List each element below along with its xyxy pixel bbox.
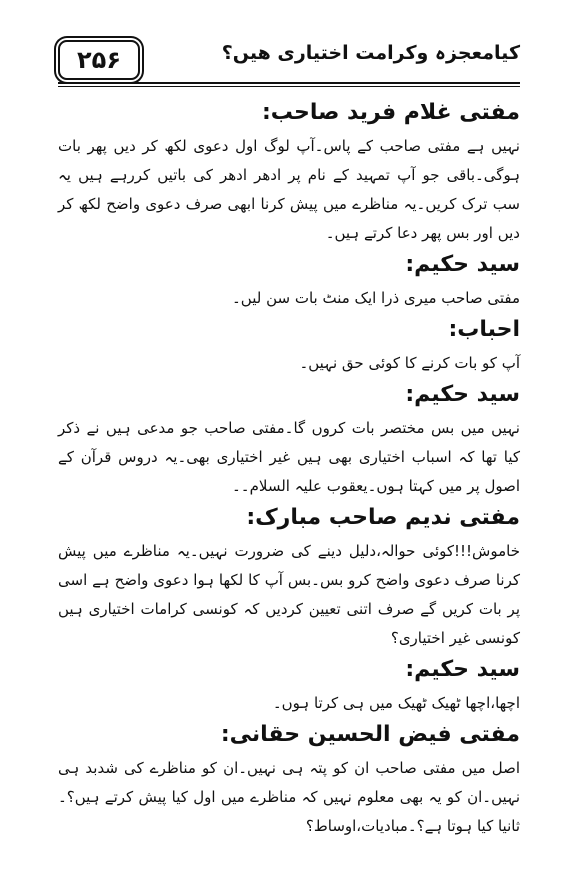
speaker-heading: سید حکیم:	[405, 657, 520, 682]
page-number: ۲۵۶	[77, 46, 121, 74]
running-title: کیامعجزہ وکرامت اختیاری ھیں؟	[221, 42, 520, 64]
page-number-box	[58, 40, 140, 80]
speaker-heading: سید حکیم:	[405, 382, 520, 407]
page-header	[58, 36, 520, 86]
header-rule	[58, 82, 520, 84]
dialogue-block	[58, 503, 520, 653]
speaker-heading: مفتی غلام فرید صاحب:	[261, 100, 520, 125]
speech-paragraph: مفتی صاحب میری ذرا ایک منٹ بات سن لیں۔	[232, 289, 520, 307]
speaker-heading: سید حکیم:	[405, 252, 520, 277]
header-rule-thin	[58, 86, 520, 87]
speech-paragraph: نہیں میں بس مختصر بات کروں گا۔مفتی صاحب جو مدعی ہیں نے ذکر کیا تھا کہ اسباب اختیاری بھی ہیں غیر اختیاری بھی۔یہ دروس قرآن کے اصول پر میں کہتا ہوں۔یعقوب علیہ السلام۔۔	[58, 419, 520, 495]
dialogue-block	[58, 250, 520, 313]
dialogue-block	[58, 380, 520, 501]
speaker-heading: مفتی فیض الحسین حقانی:	[220, 722, 520, 747]
speech-paragraph: اصل میں مفتی صاحب ان کو پتہ ہی نہیں۔ان کو مناظرے کی شدبد ہی نہیں۔ان کو یہ بھی معلوم نہیں کہ مناظرے میں اول کیا پیش کرتے ہیں؟۔ثانیا کیا ہوتا ہے؟۔مبادیات،اوساط؟	[58, 759, 520, 835]
page-body	[58, 96, 520, 841]
speaker-heading: احباب:	[448, 317, 520, 342]
dialogue-block	[58, 315, 520, 378]
speech-paragraph: نہیں ہے مفتی صاحب کے پاس۔آپ لوگ اول دعوی لکھ کر دیں پھر بات ہوگی۔باقی جو آپ تمہید کے نام پر ادھر ادھر کی باتیں کررہے ہیں یہ سب ترک کریں۔یہ مناظرے میں پیش کرنا ابھی صرف دعوی واضح لکھ کر دیں اور بس پھر دعا کرتے ہیں۔	[58, 137, 520, 242]
speaker-heading: مفتی ندیم صاحب مبارک:	[246, 505, 520, 530]
dialogue-block	[58, 655, 520, 718]
speech-paragraph: آپ کو بات کرنے کا کوئی حق نہیں۔	[299, 354, 520, 372]
dialogue-block	[58, 98, 520, 248]
speech-paragraph: اچھا،اچھا ٹھیک ٹھیک میں ہی کرتا ہوں۔	[272, 694, 520, 712]
speech-paragraph: خاموش!!!کوئی حوالہ،دلیل دینے کی ضرورت نہیں۔یہ مناظرے میں پیش کرنا صرف دعوی واضح کرو بس۔بس آپ کا لکھا ہوا دعوی واضح ہے اسی پر بات کریں گے صرف اتنی تعیین کردیں کہ کونسی کرامات اختیاری ہیں کونسی غیر اختیاری؟	[58, 542, 520, 647]
dialogue-block	[58, 720, 520, 841]
